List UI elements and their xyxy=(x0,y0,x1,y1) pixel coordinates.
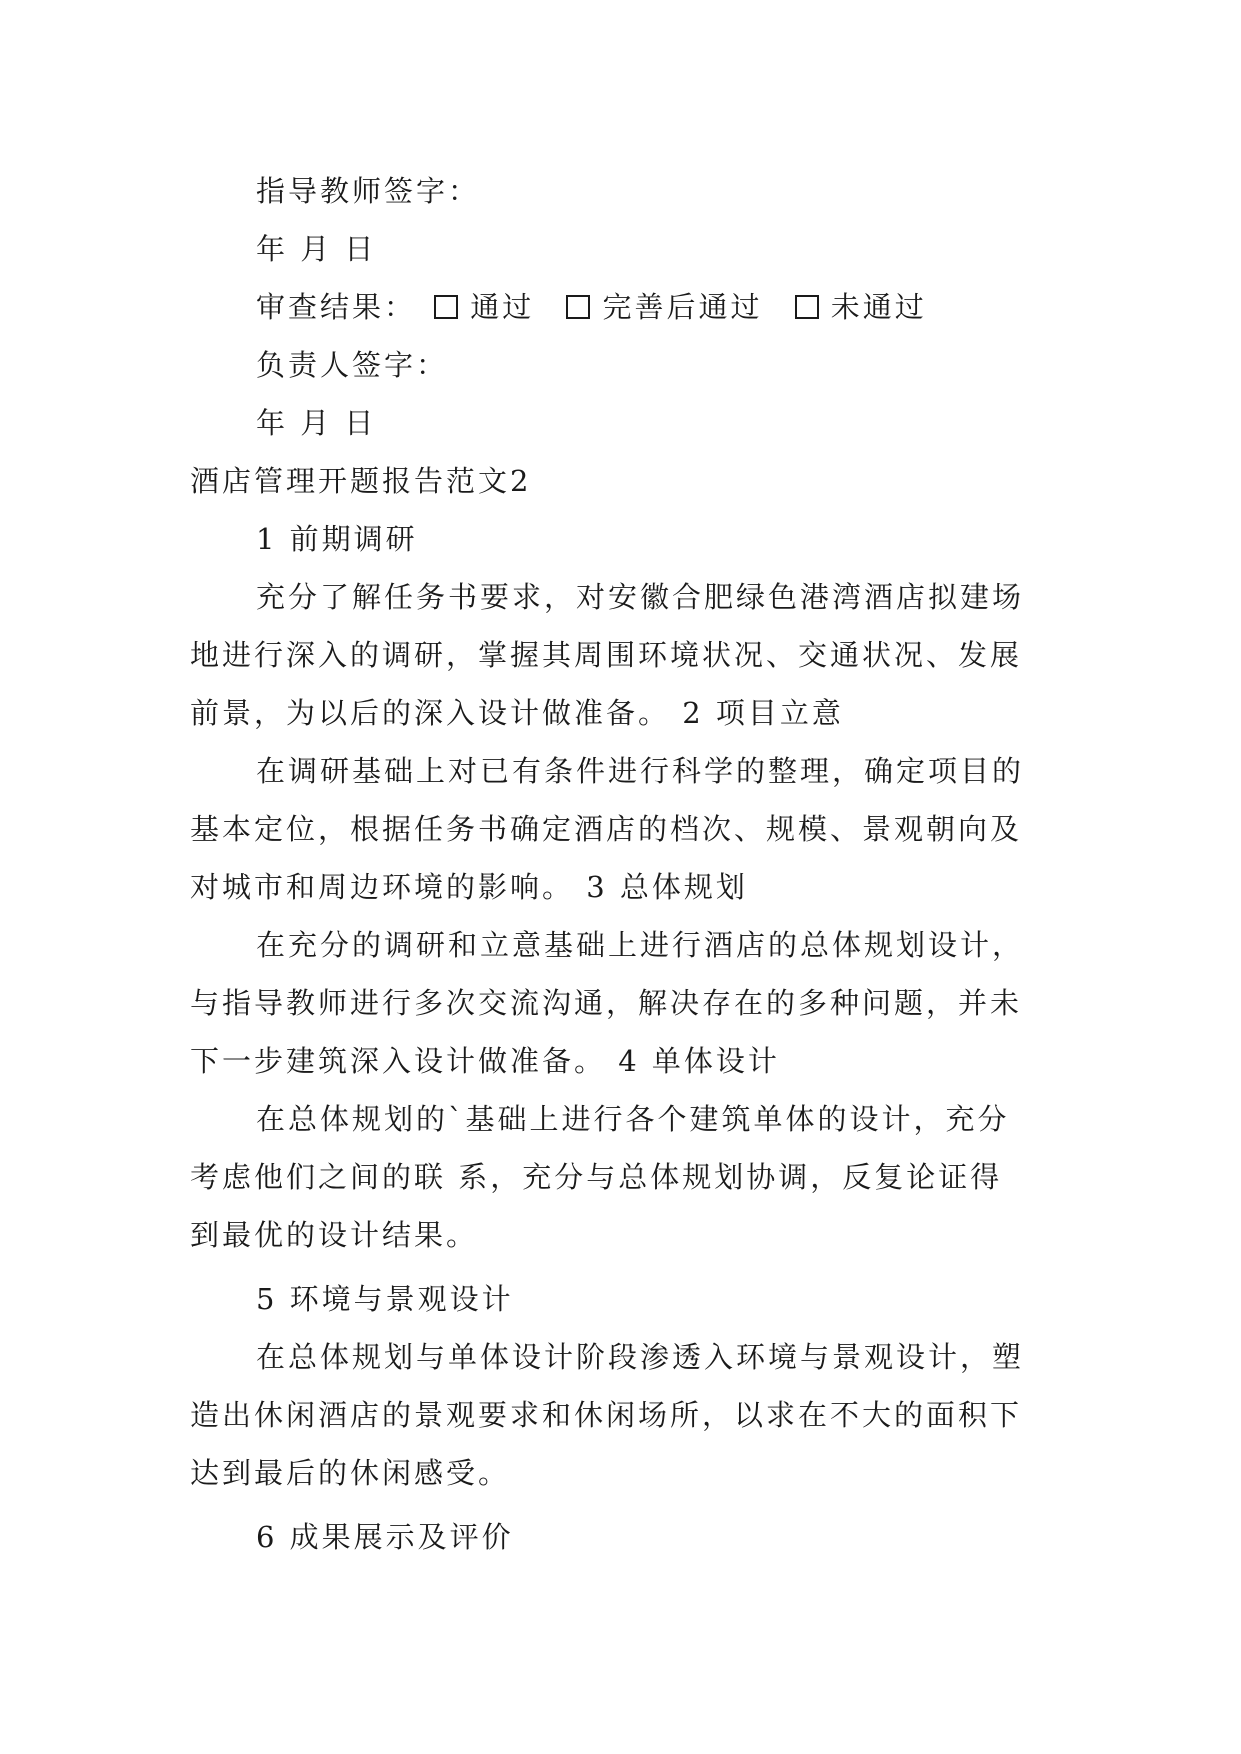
date-line: 年 月 日 xyxy=(256,406,377,440)
section-heading: 5 环境与景观设计 xyxy=(256,1282,514,1316)
responsible-signature-line: 负责人签字： xyxy=(256,348,449,382)
paragraph-line: 到最优的设计结果。 xyxy=(190,1218,479,1252)
option-fail: 未通过 xyxy=(830,290,927,324)
option-pass: 通过 xyxy=(470,290,535,324)
checkbox-icon[interactable] xyxy=(434,295,458,319)
paragraph-line: 达到最后的休闲感受。 xyxy=(190,1456,511,1490)
paragraph-line: 下一步建筑深入设计做准备。 4 单体设计 xyxy=(190,1044,780,1078)
option-pass-after-revision: 完善后通过 xyxy=(602,290,763,324)
paragraph-line: 在总体规划的`基础上进行各个建筑单体的设计，充分 xyxy=(256,1102,1010,1136)
paragraph-line: 对城市和周边环境的影响。 3 总体规划 xyxy=(190,870,748,904)
paragraph-line: 造出休闲酒店的景观要求和休闲场所，以求在不大的面积下 xyxy=(190,1398,1023,1432)
paragraph-line: 与指导教师进行多次交流沟通，解决存在的多种问题，并未 xyxy=(190,986,1023,1020)
checkbox-icon[interactable] xyxy=(566,295,590,319)
section-heading: 1 前期调研 xyxy=(256,522,418,556)
document-title: 酒店管理开题报告范文2 xyxy=(190,464,532,498)
paragraph-line: 在总体规划与单体设计阶段渗透入环境与景观设计，塑 xyxy=(256,1340,1025,1374)
date-line: 年 月 日 xyxy=(256,232,377,266)
paragraph-line: 在调研基础上对已有条件进行科学的整理，确定项目的 xyxy=(256,754,1025,788)
review-result-line xyxy=(190,278,1060,336)
paragraph-line: 在充分的调研和立意基础上进行酒店的总体规划设计， xyxy=(256,928,1025,962)
advisor-signature-line: 指导教师签字： xyxy=(256,174,481,208)
checkbox-icon[interactable] xyxy=(795,295,819,319)
document-body xyxy=(190,162,1060,1566)
review-result-label: 审查结果： xyxy=(256,290,417,324)
paragraph-line: 地进行深入的调研，掌握其周围环境状况、交通状况、发展 xyxy=(190,638,1023,672)
paragraph-line: 前景，为以后的深入设计做准备。 2 项目立意 xyxy=(190,696,844,730)
paragraph-line: 充分了解任务书要求，对安徽合肥绿色港湾酒店拟建场 xyxy=(256,580,1025,614)
section-heading: 6 成果展示及评价 xyxy=(256,1520,514,1554)
paragraph-line: 考虑他们之间的联 系，充分与总体规划协调，反复论证得 xyxy=(190,1160,1003,1194)
paragraph-line: 基本定位，根据任务书确定酒店的档次、规模、景观朝向及 xyxy=(190,812,1023,846)
